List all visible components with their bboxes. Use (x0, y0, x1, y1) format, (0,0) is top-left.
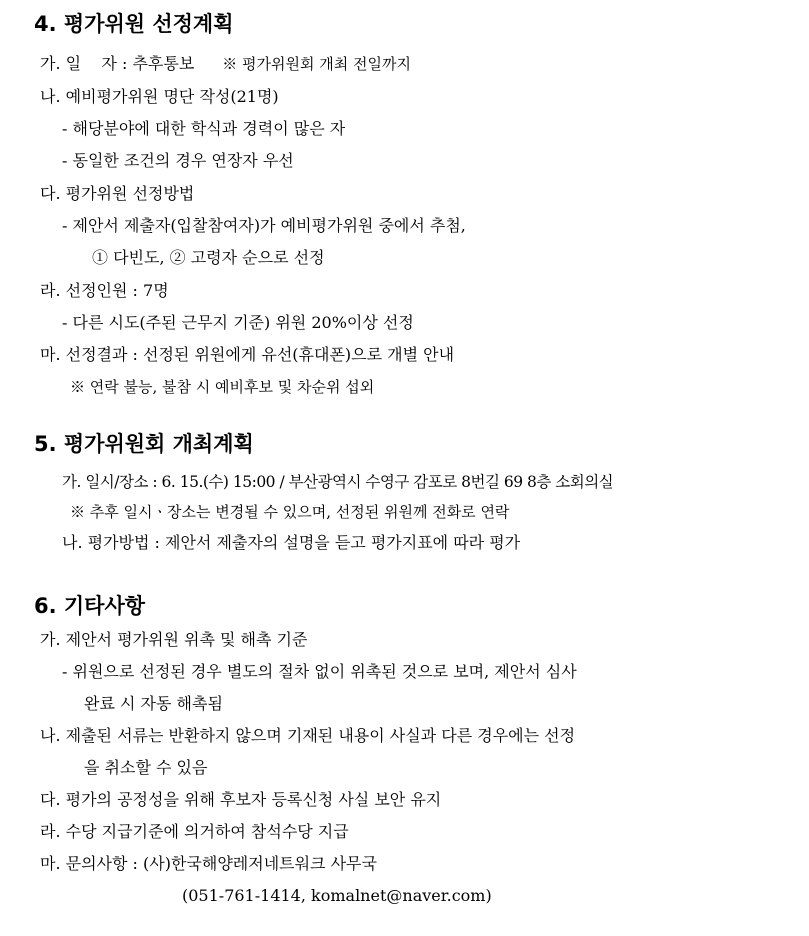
s4-ga-line (40, 52, 411, 76)
s6-ga-item-1-cont: 완료 시 자동 해촉됨 (84, 694, 223, 713)
s6-na-line-cont: 을 취소할 수 있음 (84, 758, 208, 777)
section-6-heading: 6. 기타사항 (34, 594, 146, 618)
s5-ga-note: ※ 추후 일시ㆍ장소는 변경될 수 있으며, 선정된 위원께 전화로 연락 (70, 503, 510, 521)
s6-ma-line: 마. 문의사항 : (사)한국해양레저네트워크 사무국 (40, 854, 377, 873)
s4-da-item-1-cont: ① 다빈도, ② 고령자 순으로 선정 (92, 248, 325, 267)
s4-da-item-1: - 제안서 제출자(입찰참여자)가 예비평가위원 중에서 추첨, (62, 216, 466, 235)
s6-ma-contact: (051-761-1414, komalnet@naver.com) (182, 886, 492, 905)
s4-ma-line: 마. 선정결과 : 선정된 위원에게 유선(휴대폰)으로 개별 안내 (40, 345, 455, 364)
s6-da-line: 다. 평가의 공정성을 위해 후보자 등록신청 사실 보안 유지 (40, 790, 442, 809)
s4-na-item-1: - 해당분야에 대한 학식과 경력이 많은 자 (62, 119, 346, 138)
s4-ra-line: 라. 선정인원 : 7명 (40, 281, 169, 300)
s4-ma-note: ※ 연락 불능, 불참 시 예비후보 및 차순위 섭외 (70, 378, 375, 396)
s4-na-item-2: - 동일한 조건의 경우 연장자 우선 (62, 151, 294, 170)
s5-na-line: 나. 평가방법 : 제안서 제출자의 설명을 듣고 평가지표에 따라 평가 (62, 533, 521, 552)
s5-ga-line: 가. 일시/장소 : 6. 15.(수) 15:00 / 부산광역시 수영구 감포로 8번길 69 8층 소회의실 (62, 473, 614, 491)
s4-ga-note: ※ 평가위원회 개최 전일까지 (222, 55, 411, 73)
s6-na-line: 나. 제출된 서류는 반환하지 않으며 기재된 내용이 사실과 다른 경우에는 선정 (40, 726, 576, 745)
s4-da-line: 다. 평가위원 선정방법 (40, 184, 195, 203)
s4-ga-label: 가. 일 자 : 추후통보 (40, 54, 195, 73)
s4-ra-item-1: - 다른 시도(주된 근무지 기준) 위원 20%이상 선정 (62, 313, 414, 332)
s6-ga-item-1: - 위원으로 선정된 경우 별도의 절차 없이 위촉된 것으로 보며, 제안서 심사 (62, 662, 577, 681)
section-5-heading: 5. 평가위원회 개최계획 (34, 432, 254, 456)
s4-na-line: 나. 예비평가위원 명단 작성(21명) (40, 87, 279, 106)
s6-ra-line: 라. 수당 지급기준에 의거하여 참석수당 지급 (40, 822, 349, 841)
section-4-heading: 4. 평가위원 선정계획 (34, 12, 234, 36)
s6-ga-line: 가. 제안서 평가위원 위촉 및 해촉 기준 (40, 630, 308, 649)
